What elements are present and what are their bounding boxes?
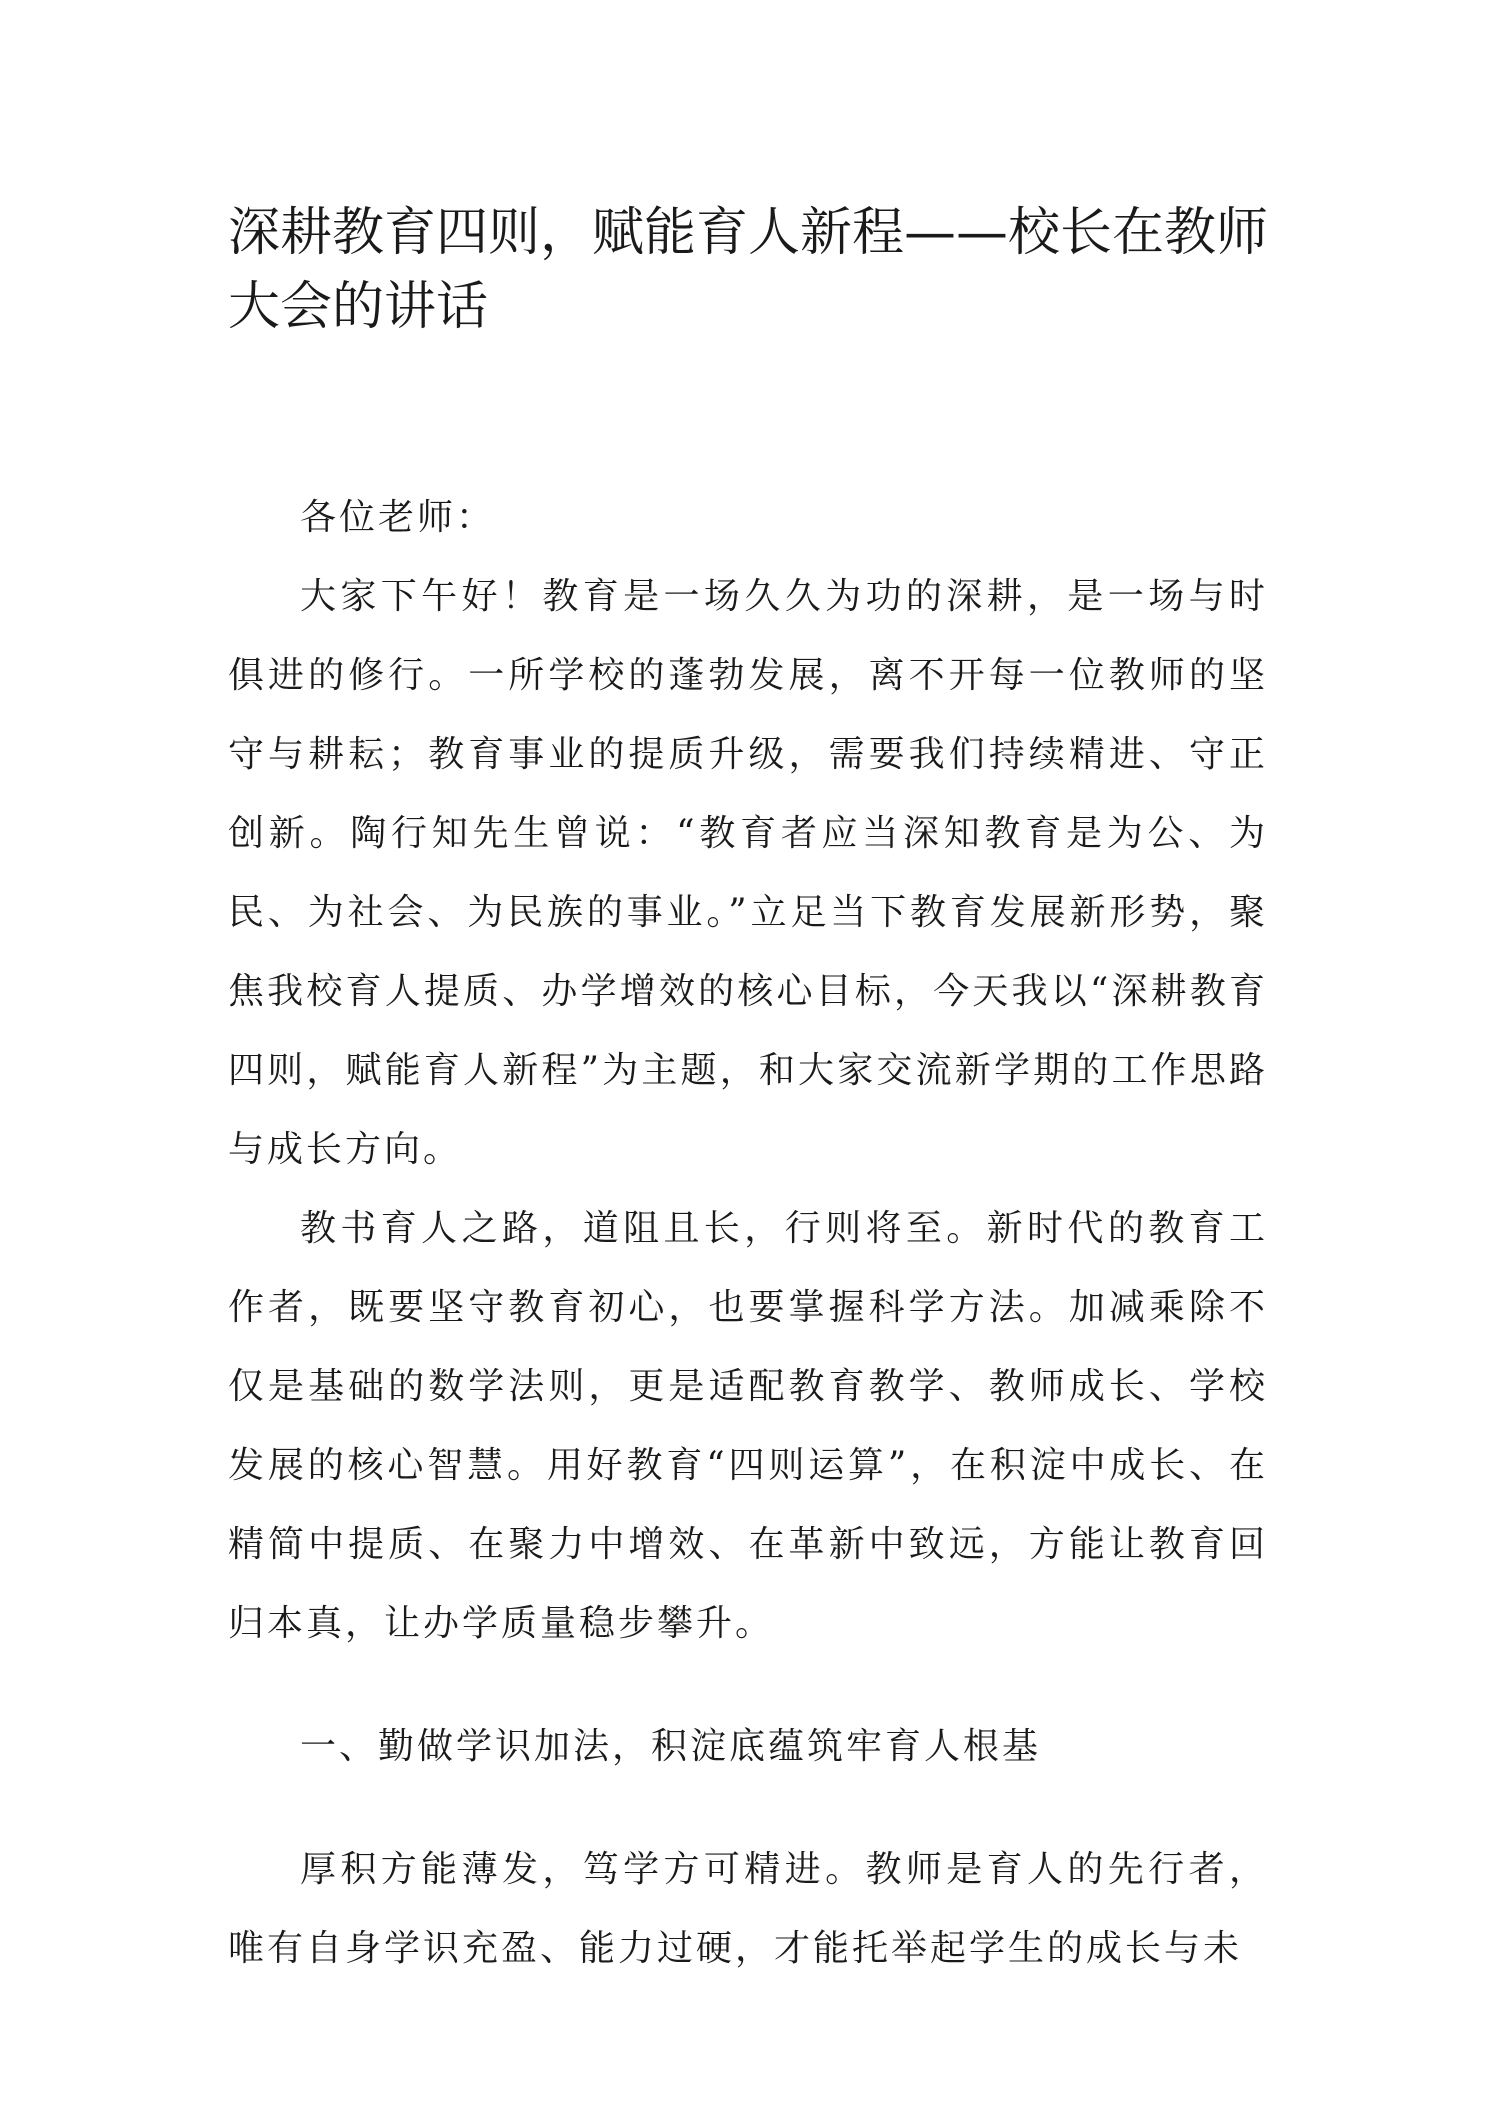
document-title: 深耕教育四则，赋能育人新程——校长在教师大会的讲话 (228, 203, 1269, 337)
paragraph-1: 大家下午好！教育是一场久久为功的深耕，是一场与时俱进的修行。一所学校的蓬勃发展，离不开每一位教师的坚守与耕耘；教育事业的提质升级，需要我们持续精进、守正创新。陶行知先生曾说：“教育者应当深知教育是为公、为民、为社会、为民族的事业。”立足当下教育发展新形势，聚焦我校育人提质、办学增效的核心目标，今天我以“深耕教育四则，赋能育人新程”为主题，和大家交流新学期的工作思路与成长方向。 (228, 576, 1268, 1170)
section-paragraph: 厚积方能薄发，笃学方可精进。教师是育人的先行者，唯有自身学识充盈、能力过硬，才能托举起学生的成长与未 (228, 1849, 1268, 1969)
section-heading: 一、勤做学识加法，积淀底蕴筑牢育人根基 (300, 1726, 1042, 1767)
document-content (228, 196, 1268, 1988)
salutation: 各位老师： (300, 497, 496, 538)
paragraph-2: 教书育人之路，道阻且长，行则将至。新时代的教育工作者，既要坚守教育初心，也要掌握科学方法。加减乘除不仅是基础的数学法则，更是适配教育教学、教师成长、学校发展的核心智慧。用好教育“四则运算”，在积淀中成长、在精简中提质、在聚力中增效、在革新中致远，方能让教育回归本真，让办学质量稳步攀升。 (228, 1208, 1268, 1644)
